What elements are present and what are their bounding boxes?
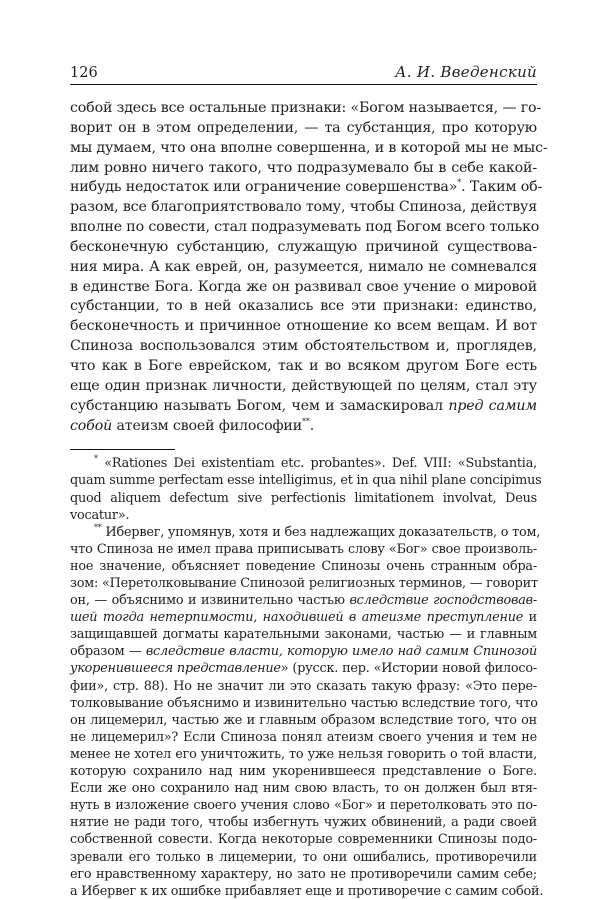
text-line: ное значение, объясняет поведение Спинозы очень странным обра-: [70, 558, 537, 574]
text-line: бесконечную субстанцию, служащую причиной существова-: [70, 238, 537, 255]
text-line: [70, 417, 537, 437]
text-line: фии», стр. 88). Но не значит ли это сказать такую фразу: «Это пере-: [70, 678, 537, 694]
text-run: субстанцию называть Богом, чем и замаскировал: [70, 397, 449, 414]
running-head-author: А. И. Введенский: [395, 63, 537, 81]
text-line: вполне по совести, стал подразумевать под Богом всего только: [70, 219, 540, 236]
italic-run: собой: [70, 417, 113, 434]
text-line: лим ровно ничего такого, что подразумевало бы в себе какой-: [70, 159, 537, 176]
text-line: что как в Боге еврейском, так и во всяком другом Боге есть: [70, 357, 537, 374]
italic-run: шей тогда нетерпимости, находившей в атеизме преступление: [70, 610, 524, 626]
text-line: ния мира. А как еврей, он, разумеется, нимало не сомневался: [70, 258, 537, 275]
text-line: что Спиноза не имел права приписывать слову «Бог» свое произволь-: [70, 541, 537, 557]
text-line: [70, 609, 537, 626]
running-head: [70, 63, 537, 85]
text-run: » (русск. пер. «Истории новой филосо-: [280, 661, 537, 677]
text-line: нуть в изложение своего учения слово «Бог» и перетолковать это по-: [70, 798, 537, 814]
text-run: «Rationes Dei existentiam etc. probantes». Def. VIII: «Substantia,: [104, 456, 537, 472]
text-line: нятие не ради того, чтобы избегнуть чужих обвинений, а ради своей: [70, 815, 537, 831]
text-line: [70, 660, 537, 677]
text-line: его нравственному характеру, но зато не противоречили самим себе;: [70, 866, 537, 882]
text-line: менее не хотел его уничтожить, то уже нельзя говорить о той власти,: [70, 746, 537, 762]
text-line: [70, 643, 537, 660]
footnote-ref-1[interactable]: *: [457, 178, 462, 188]
footnotes: [70, 454, 544, 899]
footnote-marker: *: [94, 454, 98, 464]
text-line: Если же оно сохранило над ним свою власть, то он должен был втя-: [70, 781, 537, 797]
italic-run: вследствие власти, которую имело над самим Спинозой: [145, 644, 537, 660]
text-line: [70, 455, 537, 472]
text-line: в единстве Бога. Когда же он развивал свое учение о мировой: [70, 278, 537, 295]
text-line: зом: «Перетолковывание Спинозой религиозных терминов, — говорит: [70, 576, 538, 591]
footnote-divider: [70, 449, 175, 450]
text-line: [70, 522, 541, 541]
text-run: атеизм своей философии: [112, 417, 303, 434]
book-page: [70, 63, 548, 900]
main-text: [70, 99, 548, 436]
text-line: Спиноза воспользовался этим обстоятельством и, проглядев,: [70, 338, 537, 355]
footnote-2: [70, 522, 544, 900]
text-run: . Таким об-: [461, 179, 543, 196]
text-run: .: [309, 417, 315, 434]
text-line: собственной совести. Когда некоторые современники Спинозы подо-: [70, 832, 537, 848]
text-line: которую сохранило над ним укоренившееся представление о Боге.: [70, 764, 537, 780]
text-line: [70, 592, 537, 609]
text-line: толковывание объяснимо и извинительно частью вследствие того, что: [70, 695, 538, 711]
text-line: защищавшей догматы карательными законами, частью — и главным: [70, 627, 537, 643]
text-line: ворит он в этом определении, — та субстанция, про которую: [70, 119, 537, 136]
text-line: еще один признак личности, действующей по целям, стал эту: [70, 377, 537, 394]
text-line: разом, все благоприятствовало тому, чтобы Спиноза, действуя: [70, 199, 538, 216]
text-line: [70, 178, 543, 198]
text-line: [70, 397, 537, 417]
text-line: субстанции, то в ней оказались все эти признаки: единство,: [70, 298, 537, 315]
text-run: и: [523, 610, 537, 626]
text-line: он лицемерил, частью же и главным образом вследствие того, что он: [70, 712, 537, 728]
footnote-1: [70, 454, 542, 523]
text-line: мы думаем, что она вполне совершенна, и в которой мы не мыс-: [70, 139, 548, 156]
text-line: vocatur».: [70, 507, 130, 523]
text-line: бесконечность и причинное отношение ко всем вещам. И вот: [70, 318, 537, 335]
text-line: не лицемерил»? Если Спиноза понял атеизм своего учения и тем не: [70, 729, 537, 745]
text-line: quod aliquem defectum sive perfectionis limitationem involvat, Deus: [70, 490, 537, 506]
text-line: а Ибервег к их ошибке прибавляет еще и противоречие с самим собой.: [70, 883, 544, 899]
text-run: образом —: [70, 644, 146, 660]
footnote-ref-2[interactable]: **: [302, 416, 310, 426]
text-line: quam summe perfectam esse intelligimus, et in qua nihil plane concipimus: [70, 473, 542, 489]
page-number: 126: [70, 65, 98, 81]
italic-run: пред самим: [448, 397, 537, 414]
text-line: зревали его только в лицемерии, то они ошибались, противоречили: [70, 849, 537, 865]
text-line: собой здесь все остальные признаки: «Богом называется, — го-: [70, 100, 542, 116]
text-run: Ибервег, упомянув, хотя и без надлежащих доказательств, о том,: [105, 524, 541, 540]
footnote-marker: **: [94, 522, 102, 532]
italic-run: вследствие господствовав-: [349, 593, 538, 609]
text-run: нибудь недостаток или ограничение совершенства»: [70, 179, 458, 196]
text-run: он, — объяснимо и извинительно частью: [70, 593, 350, 609]
italic-run: укоренившееся представление: [70, 661, 281, 677]
